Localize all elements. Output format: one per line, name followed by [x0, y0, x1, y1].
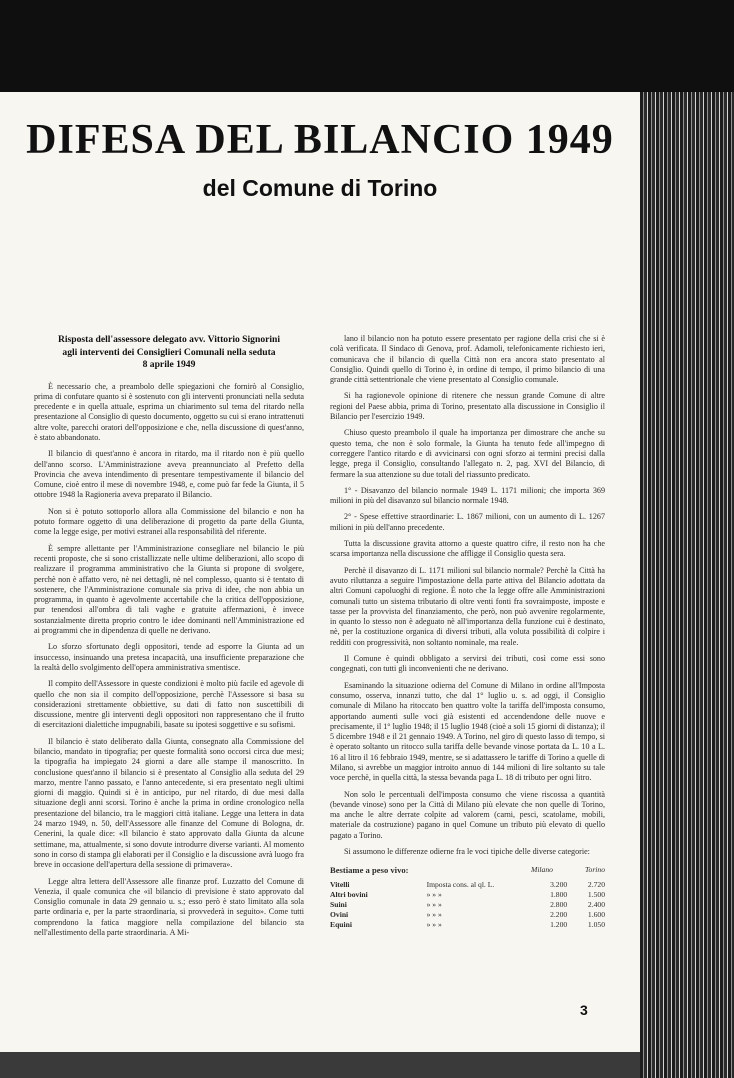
paragraph: È necessario che, a preambolo delle spiegazioni che fornirò al Consiglio, prima di confutare quanto si è sostenuto con gli interventi pronunciati nella seduta precedente e in quella attuale, esprima un chiarimento sul tema del ritardo nella presentazione al Consiglio di questo documento, oggetto su cui si erano intrattenuti altre volte, parecchi oratori dell'opposizione e che, nella discussione di quest'anno, è stato abbandonato. — [34, 381, 304, 442]
row-milano: 1.200 — [550, 919, 568, 929]
row-label: Vitelli — [330, 879, 350, 889]
paragraph: Il compito dell'Assessore in queste condizioni è molto più facile ed agevole di quello che non sia il compito dell'opposizione, perchè l'Assessore si basa su considerazioni strettamente obbiettive, su dati di fatto non suscettibili di discussione, mentre gli interventi degli oppositori non rappresentano che il frutto di esercitazioni dialettiche impugnabili, basate su ipotesi soggettive e su sofismi. — [34, 679, 304, 730]
row-milano: 2.200 — [550, 909, 568, 919]
right-column — [330, 334, 605, 930]
paragraph: Il Comune è quindi obbligato a servirsi dei tributi, così come essi sono congegnati, con tutti gli inconvenienti che ne derivano. — [330, 654, 605, 674]
paragraph: Non solo le percentuali dell'imposta consumo che viene riscossa a quantità (bevande vinose) sono per la Città di Milano più elevate che non quelle di Torino, ma anche le altre derrate colpite ad valorem (carni, pesci, scatolame, mobili, materiale da costruzione) pagano in quel Comune un tributo più elevato di quello pagato a Torino. — [330, 789, 605, 840]
document-title: DIFESA DEL BILANCIO 1949 — [26, 117, 614, 163]
tax-comparison-table — [330, 880, 605, 930]
row-desc: » » » — [426, 899, 442, 909]
paragraph: Legge altra lettera dell'Assessore alle finanze prof. Luzzatto del Comune di Venezia, il quale comunica che «il bilancio di previsione è stato approvato dal Consiglio comunale in data 29 gennaio u. s.; esso però è stato limitato alla sola parte ordinaria e, per la parte straordinaria, si provvederà in seguito». Come tutti comprendono la fatica maggiore nella compilazione del bilancio sta nell'allestimento della parte straordinaria. A Mi- — [34, 876, 304, 938]
paragraph: È sempre allettante per l'Amministrazione consegliare nel bilancio le più recenti proposte, che si sono cristallizzate nelle ultime deliberazioni, allo scopo di realizzare il programma amministrativo che la Giunta si propone di svolgere, perchè non è affatto vero, nè nei dettagli, nè nel complesso, quanto si è tentato di sostenere, che l'Amministrazione comunale sia priva di idee, che non abbia un programma, in quanto è agevolmente accertabile che la critica dell'opposizione, pur tenendosi all'ombra di tali vaghe e gratuite affermazioni, è invece sostanzialmente diretta proprio contro le idee dominanti nell'Amministrazione ed ai programmi che in dipendenza di quelle ne derivano. — [34, 543, 304, 636]
row-torino: 1.050 — [587, 919, 605, 929]
heading-line-2: agli interventi dei Consiglieri Comunali nella seduta — [62, 346, 276, 358]
bottom-dark-band — [0, 1052, 640, 1078]
row-label: Equini — [330, 919, 352, 929]
row-milano: 3.200 — [550, 879, 568, 889]
article-heading — [34, 334, 304, 372]
table-title: Bestiame a peso vivo: — [330, 865, 409, 876]
page-number: 3 — [580, 1002, 588, 1018]
paragraph: lano il bilancio non ha potuto essere presentato per ragione della crisi che si è colà verificata. Il Sindaco di Genova, prof. Adamoli, telefonicamente richiesto ieri, comunicava che il bilancio di quella Città non era ancora stato presentato al Consiglio. Quindi quello di Torino è, in ordine di tempo, il primo bilancio di una grande città settentrionale che viene presentato al Consiglio comunale. — [330, 334, 605, 385]
document-subtitle: del Comune di Torino — [202, 175, 438, 201]
row-torino: 1.600 — [587, 909, 605, 919]
row-label: Altri bovini — [330, 889, 368, 899]
row-torino: 2.400 — [587, 899, 605, 909]
table-row — [330, 920, 605, 930]
paragraph: Si assumono le differenze odierne fra le voci tipiche delle diverse categorie: — [344, 847, 590, 857]
column-header-torino: Torino — [585, 865, 605, 875]
row-label: Suini — [330, 899, 347, 909]
table-row — [330, 880, 605, 890]
row-milano: 1.800 — [550, 889, 568, 899]
table-column-headers — [531, 865, 605, 875]
top-dark-band — [0, 0, 734, 92]
table-row — [330, 900, 605, 910]
left-column — [34, 334, 304, 944]
paragraph: Perchè il disavanzo di L. 1171 milioni sul bilancio normale? Perchè la Città ha avuto riluttanza a seguire l'impostazione della parte attiva del Bilancio adottata da altri Comuni capoluoghi di regione. È noto che la legge offre alle Amministrazioni comunali tutto un sistema tributario di oltre venti fonti fra sovraimposte, imposte e tasse per la provvista del finanziamento, che però, non può avvenire regolarmente, in quanto lo stesso non è adeguato nè all'importanza della funzione cui è destinato, nè, per la costituzione organica di diversi tributi, alla voluta possibilità di colpire i redditi con progressività, non soltanto nominale, ma reale. — [330, 565, 605, 647]
paragraph: Tutta la discussione gravita attorno a queste quattro cifre, il resto non ha che scarsa importanza nella discussione che affligge il Consiglio questa sera. — [330, 539, 605, 559]
row-torino: 2.720 — [587, 879, 605, 889]
paragraph: Esaminando la situazione odierna del Comune di Milano in ordine all'Imposta consumo, osserva, innanzi tutto, che dal 1° luglio u. s. ad oggi, il Consiglio comunale di Milano ha ritoccato ben quattro volte la tariffa dell'imposta consumo, apportando aumenti sulle voci già esistenti ed accendendone delle nuove e precisamente, il 1° luglio 1948; il 15 luglio 1948 (cioè a soli 15 giorni di distanza); il 5 dicembre 1948 e il 21 gennaio 1949. A Torino, nel giro di questo lasso di tempo, si è operato soltanto un ritocco sulla tariffa delle bevande vinose portata da L. 10 a L. 16 al litro il 16 febbraio 1949, mentre, se si adattassero le tariffe di Torino a quelle di Milano, si avrebbe un maggior introito annuo di 144 milioni di lire soltanto su tale voce perchè, in quella città, la stessa bevanda paga L. 18 di tributo per ogni litro. — [330, 680, 606, 783]
row-torino: 1.500 — [587, 889, 605, 899]
row-desc: » » » — [426, 889, 442, 899]
paragraph: Il bilancio è stato deliberato dalla Giunta, consegnato alla Commissione del bilancio, mandato in tipografia; per queste formalità sono occorsi circa due mesi; la tipografia ha impiegato 24 giorni a dare alle stampe il manoscritto. In conclusione quest'anno il bilancio si è presentato al Consiglio alla seduta del 29 marzo, mentre l'anno passato, e l'anno antecedente, si era presentato negli ultimi giorni di maggio. Quindi si è in anticipo, pur nel ritardo, di due mesi dalla situazione degli anni scorsi. Torino è anche la prima in ordine cronologico nella presentazione del bilancio, tra le maggiori città italiane. Legge una lettera in data 24 marzo 1949, n. 50, dell'Assessore alle finanze del Comune di Bologna, dr. Cenerini, la quale dice: «Il bilancio è stato approvato dalla Giunta da alcune settimane, ma, attualmente, si sono dovute introdurre diverse varianti. Al momento sono in corso di stampa gli elaborati per il Consiglio e la discussione avrà luogo fra breve in occasione dell'apertura della sessione di primavera». — [34, 736, 304, 870]
paragraph: Lo sforzo sfortunato degli oppositori, tende ad esporre la Giunta ad un insuccesso, insinuando una pretesa incapacità, una insufficiente preparazione che la realtà dello svolgimento dell'opera amministrativa smentisce. — [34, 642, 304, 672]
book-page-edges — [640, 92, 734, 1078]
paragraph: 1° - Disavanzo del bilancio normale 1949 L. 1171 milioni; che importa 369 milioni in più del disavanzo sul bilancio normale 1948. — [330, 485, 605, 506]
heading-date: 8 aprile 1949 — [142, 359, 196, 370]
row-desc: » » » — [426, 909, 442, 919]
paragraph: Non si è potuto sottoporlo allora alla Commissione del bilancio e non ha potuto formare oggetto di una deliberazione di progetto da parte della Giunta, come la legge esige, per motivi estranei alla responsabilità del riferente. — [34, 506, 304, 537]
table-row — [330, 890, 605, 900]
column-header-milano: Milano — [531, 865, 553, 875]
paragraph: 2° - Spese effettive straordinarie: L. 1867 milioni, con un aumento di L. 1267 milioni in più dell'anno precedente. — [330, 512, 605, 532]
paragraph: Chiuso questo preambolo il quale ha importanza per dimostrare che anche su questo tema, che non è solo formale, la Giunta ha tenuto fede all'impegno di correggere l'antico ritardo e di avvicinarsi con ogni sforzo ai termini precisi dalla legge, prega il Consiglio, consultando l'allegato n. 2, pag. XVI del Bilancio, di fermare la sua attenzione su due totali del riassunto predicato. — [330, 428, 605, 479]
row-desc: Imposta cons. al ql. L. — [426, 879, 495, 889]
row-milano: 2.800 — [550, 899, 568, 909]
paragraph: Il bilancio di quest'anno è ancora in ritardo, ma il ritardo non è più quello dell'anno scorso. L'Amministrazione aveva preannunciato al Prefetto della Provincia che aveva intendimento di presentare tempestivamente il bilancio del Comune, cioè entro il mese di novembre 1948, e, come può far fede la Giunta, il 5 ottobre 1948 la Ragioneria aveva preparato il Bilancio. — [34, 449, 304, 500]
paragraph: Si ha ragionevole opinione di ritenere che nessun grande Comune di altre regioni del Paese abbia, prima di Torino, presentato alla discussione in Consiglio il Bilancio per l'esercizio 1949. — [330, 391, 605, 422]
row-label: Ovini — [330, 909, 349, 919]
table-header-row — [330, 865, 605, 875]
heading-line-1: Risposta dell'assessore delegato avv. Vittorio Signorini — [57, 334, 281, 345]
table-row — [330, 910, 605, 920]
row-desc: » » » — [426, 919, 442, 929]
